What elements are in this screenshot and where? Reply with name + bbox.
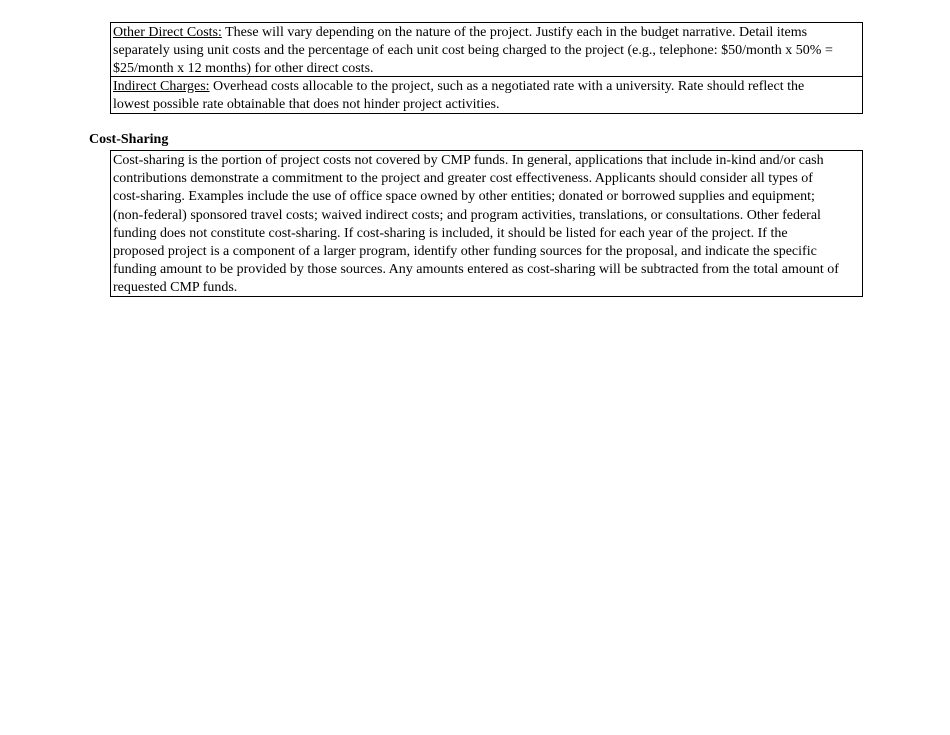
other-direct-costs-line-1 (113, 24, 862, 42)
other-direct-costs-line-2: separately using unit costs and the percentage of each unit cost being charged to the project (e.g., telephone: $50/month x 50% = (113, 43, 833, 59)
cost-sharing-heading: Cost-Sharing (89, 132, 169, 147)
indirect-charges-line-2: lowest possible rate obtainable that does not hinder project activities. (113, 97, 500, 113)
other-direct-costs-line-3: $25/month x 12 months) for other direct costs. (113, 61, 374, 77)
indirect-charges-box (110, 76, 863, 114)
indirect-charges-label: Indirect Charges: (113, 79, 210, 94)
cost-sharing-box (110, 150, 863, 297)
other-direct-costs-label: Other Direct Costs: (113, 25, 222, 40)
cost-sharing-line-8: requested CMP funds. (113, 280, 238, 296)
other-direct-costs-text: These will vary depending on the nature of the project. Justify each in the budget narrative. Detail items (221, 25, 808, 40)
other-direct-costs-box (110, 22, 863, 77)
cost-sharing-line-2: contributions demonstrate a commitment to the project and greater cost effectiveness. Applicants should consider all types of (113, 171, 813, 187)
cost-sharing-line-3: cost-sharing. Examples include the use of office space owned by other entities; donated or borrowed supplies and equipment; (113, 189, 815, 205)
cost-sharing-line-5: funding does not constitute cost-sharing. If cost-sharing is included, it should be listed for each year of the project. If the (113, 225, 788, 241)
cost-sharing-line-6: proposed project is a component of a larger program, identify other funding sources for the proposal, and indicate the specific (113, 244, 817, 260)
cost-sharing-line-4: (non-federal) sponsored travel costs; waived indirect costs; and program activities, translations, or consultations. Other federal (113, 207, 821, 223)
cost-sharing-line-7: funding amount to be provided by those sources. Any amounts entered as cost-sharing will be subtracted from the total amount of (113, 262, 839, 278)
indirect-charges-line-1 (113, 78, 862, 96)
indirect-charges-text: Overhead costs allocable to the project, such as a negotiated rate with a university. Rate should reflect the (209, 79, 805, 94)
cost-sharing-line-1: Cost-sharing is the portion of project costs not covered by CMP funds. In general, applications that include in-kind and/or cash (113, 153, 824, 168)
